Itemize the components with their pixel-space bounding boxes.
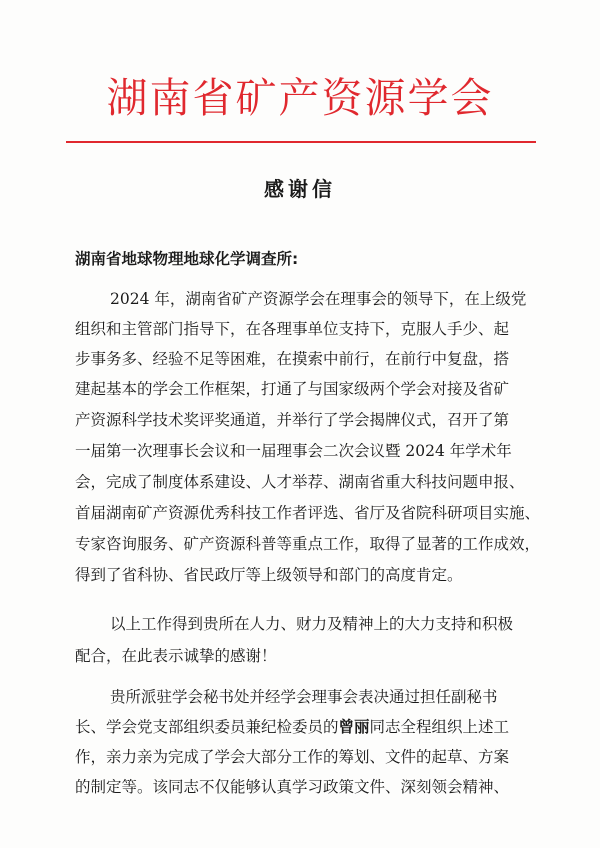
letter-title: 感谢信 <box>264 177 336 201</box>
para1-line: 组织和主管部门指导下，在各理事单位支持下，克服人手少、起 <box>75 320 510 338</box>
para2-line: 以上工作得到贵所在人力、财力及精神上的大力支持和积极 <box>110 615 514 633</box>
para3-line: 贵所派驻学会秘书处并经学会理事会表决通过担任副秘书 <box>110 688 498 706</box>
para3-line <box>75 716 509 738</box>
para2-line: 配合，在此表示诚挚的感谢！ <box>75 647 277 665</box>
para1-line: 首届湖南矿产资源优秀科技工作者评选、省厅及省院科研项目实施、 <box>75 504 541 522</box>
para1-line: 专家咨询服务、矿产资源科普等重点工作，取得了显著的工作成效， <box>75 535 541 553</box>
para3-line: 的制定等。该同志不仅能够认真学习政策文件、深刻领会精神、 <box>75 778 510 796</box>
salutation: 湖南省地球物理地球化学调查所: <box>75 250 299 268</box>
para1-line: 会，完成了制度体系建设、人才举荐、湖南省重大科技问题申报、 <box>75 473 525 491</box>
letterhead-red-rule <box>66 141 536 143</box>
para3-line2-before: 长、学会党支部组织委员兼纪检委员的 <box>75 718 339 736</box>
para1-line: 一届第一次理事长会议和一届理事会二次会议暨 2024 年学术年 <box>75 442 512 460</box>
letterhead-org-name: 湖南省矿产资源学会 <box>106 74 494 122</box>
para1-line: 步事务多、经验不足等困难，在摸索中前行，在前行中复盘，搭 <box>75 350 510 368</box>
staff-name: 曾丽 <box>338 717 370 736</box>
para3-line: 作，亲力亲为完成了学会大部分工作的筹划、文件的起草、方案 <box>75 748 510 766</box>
para1-line: 建起基本的学会工作框架，打通了与国家级两个学会对接及省矿 <box>75 380 510 398</box>
para1-line: 2024 年，湖南省矿产资源学会在理事会的领导下，在上级党 <box>110 290 527 308</box>
para1-line: 得到了省科协、省民政厅等上级领导和部门的高度肯定。 <box>75 566 463 584</box>
para3-line2-after: 同志全程组织上述工 <box>369 718 510 736</box>
para1-line: 产资源科学技术奖评奖通道，并举行了学会揭牌仪式，召开了第 <box>75 411 510 429</box>
